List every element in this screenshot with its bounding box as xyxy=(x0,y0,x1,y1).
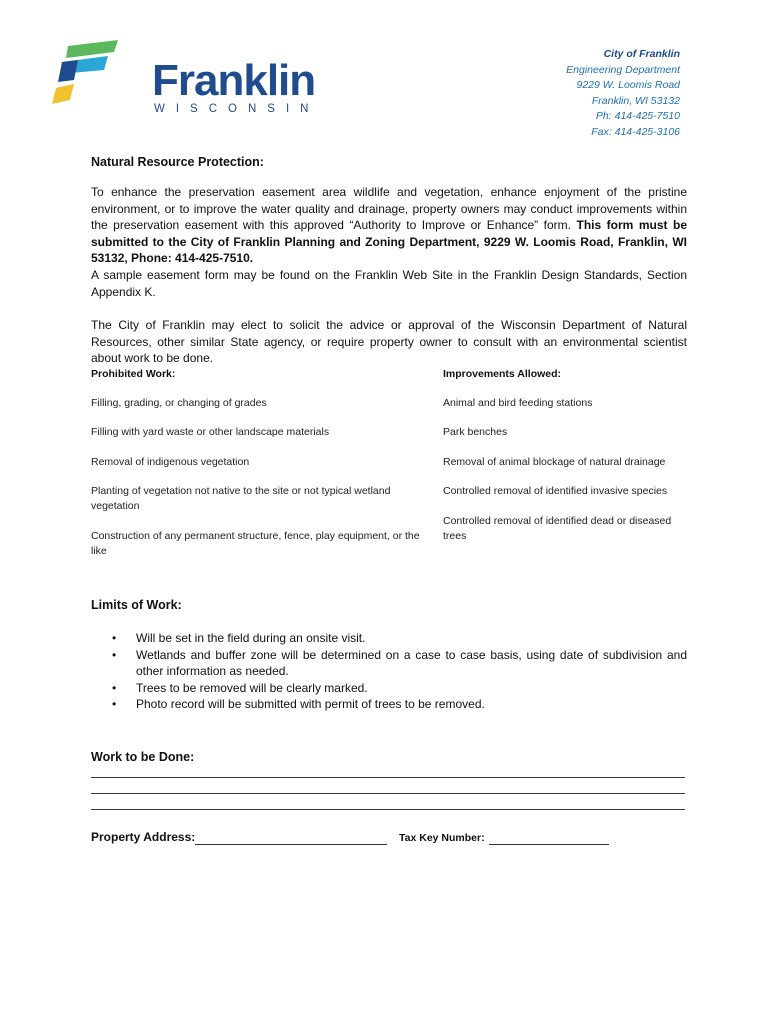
address-phone: Ph: 414-425-7510 xyxy=(595,110,680,122)
address-fax: Fax: 414-425-3106 xyxy=(591,125,680,138)
logo-wordmark: Franklin xyxy=(152,56,316,105)
intro-paragraph xyxy=(91,184,687,267)
intro-text: To enhance the preservation easement area wildlife and vegetation, enhance enjoyment of the pristine environment, or to improve the water quality and drainage, property owners may conduct improvements within the preservation easement with this approved “Authority to Improve or Enhance” form. xyxy=(91,185,687,232)
address-street: 9229 W. Loomis Road xyxy=(576,79,680,91)
property-address-field[interactable] xyxy=(195,832,387,845)
work-line-1[interactable] xyxy=(91,777,685,778)
property-address-label: Property Address: xyxy=(91,830,196,844)
address-city: City of Franklin xyxy=(603,48,680,60)
allowed-item: Controlled removal of identified invasive species xyxy=(443,485,668,497)
work-line-2[interactable] xyxy=(91,793,685,794)
bullet-icon: • xyxy=(112,631,117,645)
allowed-item: Park benches xyxy=(443,426,508,438)
list-item: • Wetlands and buffer zone will be determined on a case to case basis, using date of subdivision and other information as needed. xyxy=(112,647,687,678)
allowed-item: Animal and bird feeding stations xyxy=(443,397,593,409)
prohibited-item: Removal of indigenous vegetation xyxy=(91,456,250,468)
list-item: • Will be set in the field during an onsite visit. xyxy=(112,631,366,645)
work-line-3[interactable] xyxy=(91,809,685,810)
bullet-icon: • xyxy=(112,680,117,695)
address-city-state: Franklin, WI 53132 xyxy=(591,94,680,107)
tax-key-label: Tax Key Number: xyxy=(399,832,485,844)
prohibited-item: Filling, grading, or changing of grades xyxy=(91,397,267,409)
dnr-note: The City of Franklin may elect to solicit the advice or approval of the Wisconsin Department of Natural Resources, other similar State agency, or require property owner to consult with an environmental scientist about work to be done. xyxy=(91,318,687,365)
limits-list xyxy=(112,630,687,713)
allowed-heading: Improvements Allowed: xyxy=(443,368,562,380)
address-block xyxy=(566,47,680,140)
logo-subtitle: WISCONSIN xyxy=(154,103,320,115)
work-heading: Work to be Done: xyxy=(91,750,195,764)
bullet-icon: • xyxy=(112,697,117,711)
tax-key-field[interactable] xyxy=(489,832,609,845)
bullet-icon: • xyxy=(112,647,117,662)
section-title: Natural Resource Protection: xyxy=(91,155,264,169)
address-department: Engineering Department xyxy=(566,63,680,76)
limits-heading: Limits of Work: xyxy=(91,598,182,612)
list-item: • Photo record will be submitted with permit of trees to be removed. xyxy=(112,697,485,711)
prohibited-item: Filling with yard waste or other landscape materials xyxy=(91,426,330,438)
prohibited-heading: Prohibited Work: xyxy=(91,368,176,380)
allowed-item: Controlled removal of identified dead or diseased trees xyxy=(443,515,672,542)
logo-mark-icon xyxy=(48,36,148,116)
intro-bold-text: This form must be submitted to the City of Franklin Planning and Zoning Department, 9229 W. Loomis Road, Franklin, WI 53132, Phone: 414-425-7510. xyxy=(91,218,687,265)
allowed-item: Removal of animal blockage of natural drainage xyxy=(443,456,666,468)
prohibited-item: Construction of any permanent structure, fence, play equipment, or the like xyxy=(91,530,420,557)
sample-note: A sample easement form may be found on the Franklin Web Site in the Franklin Design Standards, Section Appendix K. xyxy=(91,268,687,299)
franklin-logo xyxy=(48,36,320,116)
prohibited-item: Planting of vegetation not native to the site or not typical wetland vegetation xyxy=(91,485,391,512)
list-item: • Trees to be removed will be clearly marked. xyxy=(112,680,368,695)
